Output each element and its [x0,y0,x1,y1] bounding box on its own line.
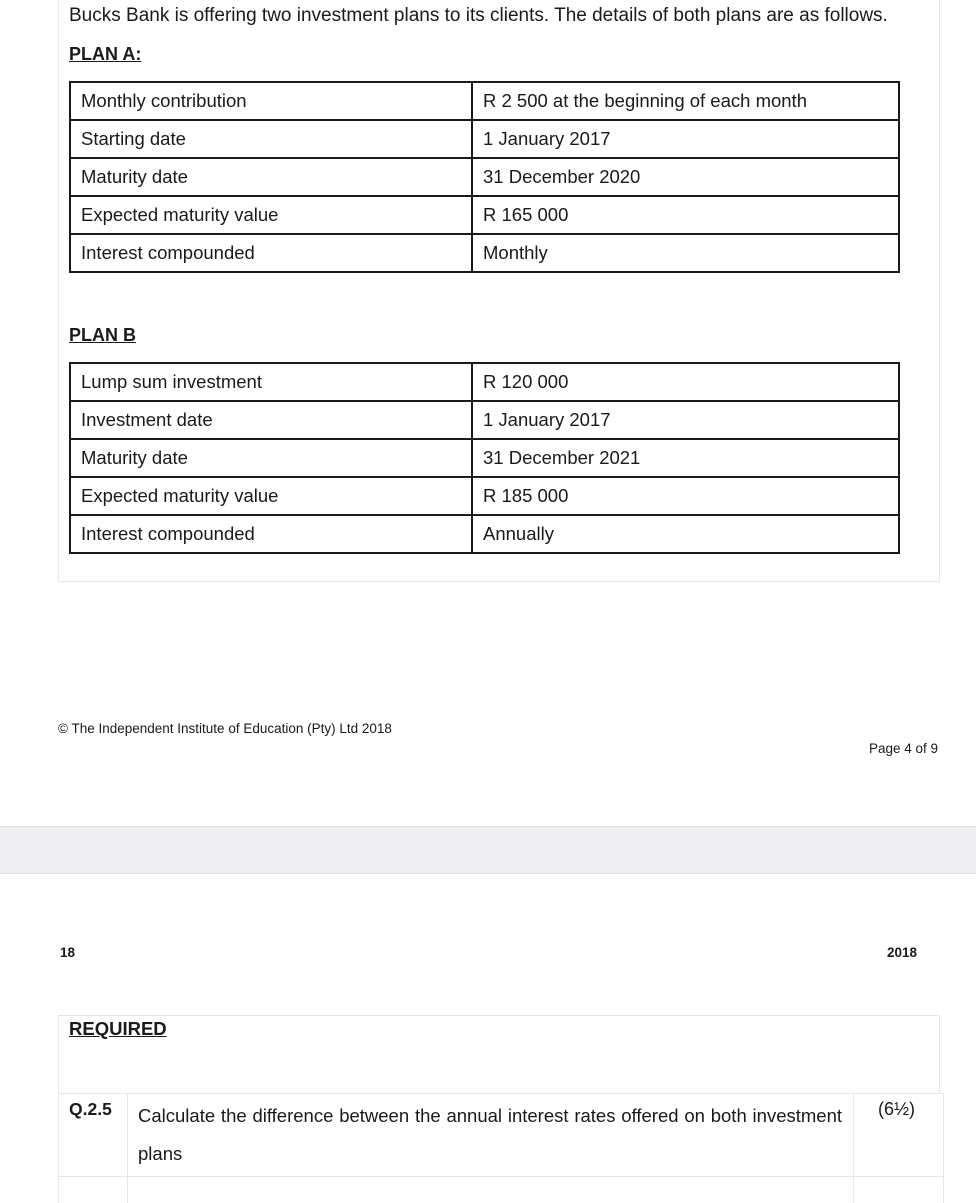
footer-copyright: © The Independent Institute of Education (Pty) Ltd 2018 [58,721,392,736]
row-value: Annually [472,515,899,553]
table-row [70,515,899,553]
row-label: Starting date [70,120,472,158]
row-value: R 2 500 at the beginning of each month [472,82,899,120]
question-marks: (6½) [878,1099,916,1119]
row-label: Maturity date [70,439,472,477]
question-number: Q.2.5 [69,1099,112,1119]
row-label: Lump sum investment [70,363,472,401]
row-label: Interest compounded [70,515,472,553]
header-page-number: 18 [60,945,76,960]
plan-a-table [69,81,900,273]
row-value: 1 January 2017 [472,401,899,439]
table-row [70,477,899,515]
plan-a-heading: PLAN A: [69,44,142,64]
page-separator [0,826,976,874]
table-row [70,363,899,401]
row-value: R 185 000 [472,477,899,515]
row-label: Monthly contribution [70,82,472,120]
question-grid-line [58,1093,59,1203]
question-grid-line [127,1093,128,1203]
row-label: Investment date [70,401,472,439]
required-heading: REQUIRED [69,1018,167,1039]
intro-text: Bucks Bank is offering two investment plans to its clients. The details of both plans are as follows. [69,5,888,26]
plan-b-heading: PLAN B [69,325,136,345]
row-value: R 165 000 [472,196,899,234]
table-row [70,196,899,234]
question-grid-top [58,1093,944,1094]
table-row [70,120,899,158]
table-row [70,439,899,477]
table-row [70,234,899,272]
plan-b-table [69,362,900,554]
question-text: Calculate the difference between the annual interest rates offered on both investment plans [138,1105,842,1164]
row-label: Expected maturity value [70,196,472,234]
row-value: 31 December 2020 [472,158,899,196]
row-value: R 120 000 [472,363,899,401]
row-value: Monthly [472,234,899,272]
table-row [70,82,899,120]
header-year: 2018 [887,945,918,960]
row-label: Maturity date [70,158,472,196]
question-grid-line [943,1093,944,1203]
question-grid-line [853,1093,854,1203]
table-row [70,158,899,196]
row-label: Interest compounded [70,234,472,272]
required-section-frame [58,1015,940,1094]
question-grid-middle [58,1176,944,1177]
row-label: Expected maturity value [70,477,472,515]
footer-page-number: Page 4 of 9 [869,741,939,756]
row-value: 31 December 2021 [472,439,899,477]
table-row [70,401,899,439]
row-value: 1 January 2017 [472,120,899,158]
